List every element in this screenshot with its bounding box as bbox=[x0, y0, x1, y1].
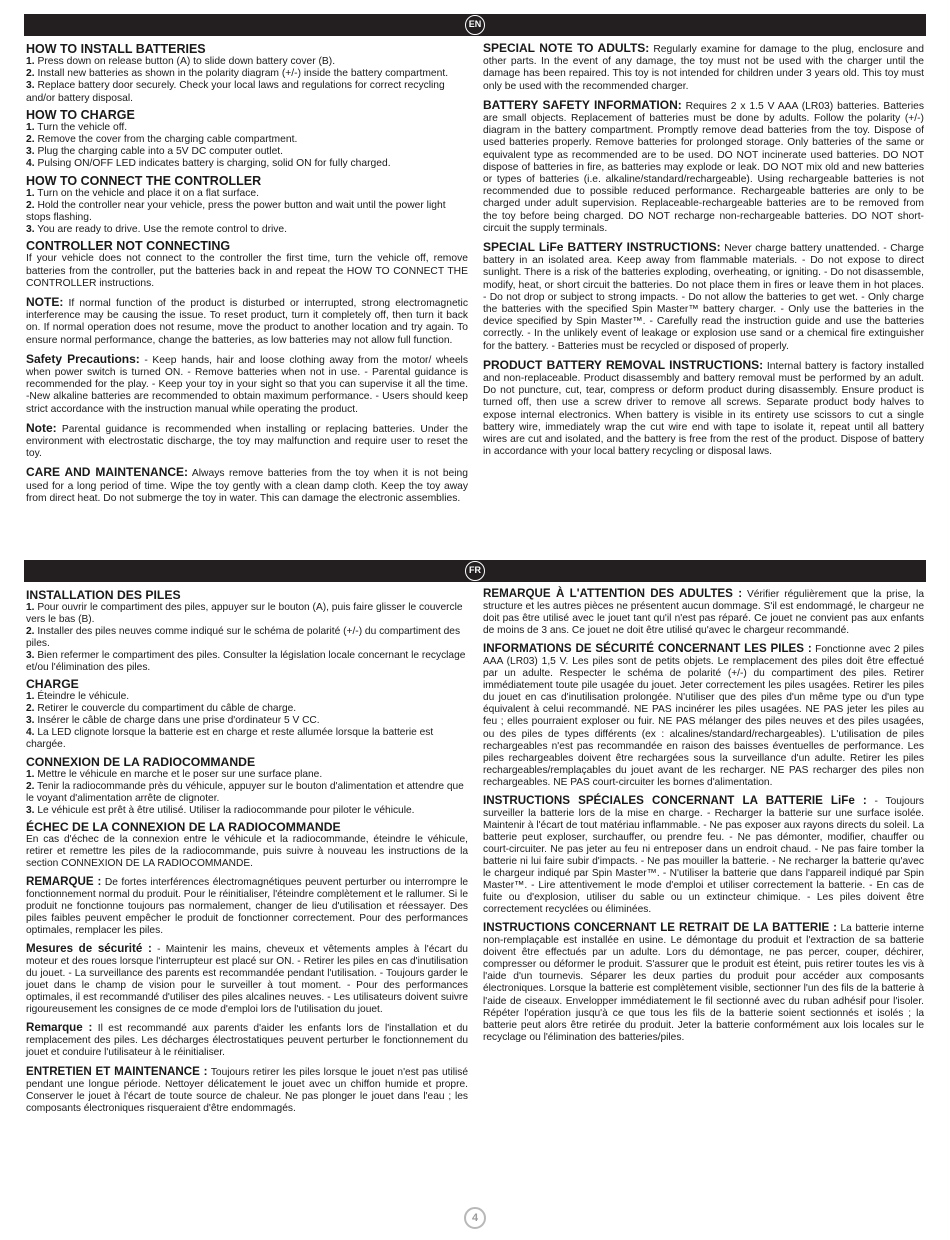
fr-charge-step-2: 2. Retirer le couvercle du compartiment du câble de charge. bbox=[26, 703, 297, 715]
fr-charge-heading: CHARGE bbox=[26, 677, 79, 692]
fr-care-paragraph: ENTRETIEN ET MAINTENANCE : Toujours retirer les piles lorsque le jouet n'est pas utilisé pendant une longue période. Nettoyer délicatement le jouet avec un chiffon humide et propre. Conserver le jouet à l'écart de toute source de chaleur. Ne pas plonger le jouet dans l'eau ; les composants électroniques risqueraient d'être endommagés. bbox=[26, 1064, 468, 1114]
fr-connect-heading: CONNEXION DE LA RADIOCOMMANDE bbox=[26, 754, 256, 769]
connect-step-3: 3. You are ready to drive. Use the remote control to drive. bbox=[26, 224, 288, 236]
install-step-2: 2. Install new batteries as shown in the polarity diagram (+/-) inside the battery compartment. bbox=[26, 68, 449, 80]
english-header-band bbox=[24, 14, 926, 36]
care-paragraph: CARE AND MAINTENANCE: Always remove batteries from the toy when it is not being used for a long period of time. Wipe the toy gently with a clean damp cloth. Keep the toy away from direct heat. Do not submerge the toy in water. This can damage the electronic assemblies. bbox=[26, 465, 469, 504]
fr-charge-step-4: 4. La LED clignote lorsque la batterie est en charge et reste allumée lorsque la batterie est chargée. bbox=[26, 727, 434, 751]
note-paragraph: NOTE: If normal function of the product is disturbed or interrupted, strong electromagnetic interference may be causing the issue. To reset product, turn it completely off, then turn it back on. If normal operation does not resume, move the product to another location and try again. To ensure normal performance, change the batteries, as low batteries may not allow full function. bbox=[26, 295, 468, 346]
battery-safety-paragraph: BATTERY SAFETY INFORMATION: Requires 2 x 1.5 V AAA (LR03) batteries. Batteries are small objects. Replacement of batteries must be done by adults. Follow the polarity (+/-) diagram in the battery compartment. Promptly remove dead batteries from the toy. Dispose of used batteries properly. Remove batteries for prolonged storage. Only batteries of the same or equivalent type as recommended are to be used. DO NOT incinerate used batteries. DO NOT dispose of batteries in fire, as batteries may explode or leak. DO NOT mix old and new batteries or types of batteries (i.e. alkaline/standard/rechargeable). Using rechargeable batteries is not recommended due to possible reduced performance. Rechargeable batteries are only to be charged under adult supervision. Replaceable-rechargeable batteries are to be removed from the toy before being charged. DO NOT recharge non-rechargeable batteries. DO NOT short-circuit the supply terminals. bbox=[483, 97, 924, 234]
not-connecting-heading: CONTROLLER NOT CONNECTING bbox=[26, 239, 231, 254]
safety-paragraph: Safety Precautions: - Keep hands, hair and loose clothing away from the motor/ wheels when power switch is turned ON. - Remove batteries when not in use. - Parental guidance is recommended for the play. - Keep your toy in your sight so that you can supervise it all the time. -New alkaline batteries are recommended to obtain maximum performance. - Users should keep strict accordance with the instruction manual while operating the product. bbox=[26, 351, 468, 415]
page-number: 4 bbox=[464, 1207, 486, 1229]
fr-life-battery-paragraph: INSTRUCTIONS SPÉCIALES CONCERNANT LA BATTERIE LiFe : - Toujours surveiller la batterie lors de la mise en charge. - Recharger la batterie sur une surface isolée. Maintenir à l'écart de tout matériau inflammable. - Ne pas exposer aux rayons directs du soleil. La batterie peut exploser, surchauffer, ou prendre feu. - Ne pas démonter, modifier, chauffer ou court-circuiter. Ne pas jeter au feu ni entreposer dans un endroit chaud. - Ne pas faire tomber la batterie ni lui faire subir d'impacts. - Ne pas mouiller la batterie. - Ne recharger la batterie qu'avec le chargeur indiqué par Spin Master™. - N'utiliser la batterie que dans l'appareil indiqué par Spin Master™. - Lire attentivement le mode d'emploi et utiliser correctement la batterie. - En cas de fuite ou d'explosion, utiliser du sable ou un extincteur chimique. - Les piles doivent être correctement recyclées ou éliminées. bbox=[483, 793, 924, 916]
connect-heading: HOW TO CONNECT THE CONTROLLER bbox=[26, 173, 262, 188]
english-left-column bbox=[26, 42, 468, 511]
parental-note-paragraph: Note: Parental guidance is recommended when installing or replacing batteries. Under the environment with electrostatic discharge, the toy may malfunction and require user to reset the toy. bbox=[26, 420, 468, 460]
language-badge-en: EN bbox=[465, 15, 485, 35]
fr-safety-paragraph: Mesures de sécurité : - Maintenir les mains, cheveux et vêtements amples à l'écart du moteur et des roues lorsque l'interrupteur est placé sur ON. - Retirer les piles en cas d'inutilisation du jouet. - La surveillance des parents est recommandée pendant l'utilisation. - Toujours garder le jouet dans le champ de vision pour le surveiller à tout moment. - Pour des performances optimales, il est recommandé d'utiliser des piles alcalines neuves. - Les utilisateurs doivent suivre rigoureusement les consignes de ce mode d'emploi lors de l'utilisation du jouet. bbox=[26, 942, 468, 1016]
charge-step-1: 1. Turn the vehicle off. bbox=[26, 121, 128, 133]
french-header-band bbox=[24, 560, 926, 582]
fr-parental-note-paragraph: Remarque : Il est recommandé aux parents d'aider les enfants lors de l'installation et du remplacement des piles. Les décharges électrostatiques peuvent perturber le fonctionnement du jouet et conduire l'utilisateur à le réinitialiser. bbox=[26, 1021, 468, 1059]
install-batteries-heading: HOW TO INSTALL BATTERIES bbox=[26, 42, 206, 56]
english-right-column bbox=[483, 42, 924, 465]
french-section bbox=[26, 588, 924, 1200]
fr-connect-step-1: 1. Mettre le véhicule en marche et le poser sur une surface plane. bbox=[26, 768, 323, 780]
fr-not-connecting-heading: ÉCHEC DE LA CONNEXION DE LA RADIOCOMMANDE bbox=[26, 819, 341, 834]
life-battery-paragraph: SPECIAL LiFe BATTERY INSTRUCTIONS: Never charge battery unattended. - Charge battery in an isolated area. Keep away from flammable materials. - Do not expose to direct sunlight. There is a risk of the batteries exploding, overheating, or igniting. - Do not disassemble, modify, heat, or short circuit the batteries. Do not place them in fires or leave them in hot places. - Do not drop or subject to strong impacts. - Do not allow the batteries to get wet. - Only charge the batteries with the specified Spin Master™ battery charger. - Only use the batteries in the device specified by Spin Master™. - Carefully read the instruction guide and use the batteries correctly. - In the unlikely event of leakage or explosion use sand or a chemical fire extinguisher for the battery. - Batteries must be recycled or disposed of properly. bbox=[483, 240, 924, 352]
charge-step-3: 3. Plug the charging cable into a 5V DC computer outlet. bbox=[26, 146, 284, 158]
fr-not-connecting-text: En cas d'échec de la connexion entre le véhicule et la radiocommande, éteindre le véhicule, retirer et remettre les piles de la radiocommande, puis suivre à nouveau les instructions de la section CONNEXION DE LA RADIOCOMMANDE. bbox=[26, 833, 468, 869]
french-left-column bbox=[26, 588, 468, 1121]
fr-install-step-1: 1. Pour ouvrir le compartiment des piles, appuyer sur le bouton (A), puis faire glisser le couvercle vers le bas (B). bbox=[26, 602, 463, 626]
language-badge-fr: FR bbox=[465, 561, 485, 581]
fr-connect-step-2: 2. Tenir la radiocommande près du véhicule, appuyer sur le bouton d'alimentation et attendre que le voyant d'alimentation arrête de clignoter. bbox=[26, 780, 464, 804]
fr-removal-paragraph: INSTRUCTIONS CONCERNANT LE RETRAIT DE LA BATTERIE : La batterie interne non-remplaçable est installée en usine. Le démontage du produit et l'extraction de sa batterie doivent être effectués par un adulte. Lors du démontage, ne pas percer, couper, déchirer, compresser ou déformer le produit. S'assurer que le produit est éteint, puis retirer toutes les vis à l'aide d'un tournevis. Séparer les deux parties du produit pour accéder aux composants électroniques. Lorsque la batterie est complètement visible, sectionner l'un des fils de la batterie à l'aide de ciseaux. Envelopper immédiatement le fil sectionné avec du ruban adhésif pour l'isoler. Répéter l'opération jusqu'à ce que tous les fils de la batterie soient sectionnés et isolés ; la batterie peut alors être retirée du produit. Jeter la batterie conformément aux lois locales sur le recyclage ou l'élimination des batteries/piles. bbox=[483, 921, 924, 1043]
fr-charge-step-1: 1. Éteindre le véhicule. bbox=[26, 691, 130, 703]
fr-install-step-2: 2. Installer des piles neuves comme indiqué sur le schéma de polarité (+/-) du compartiment des piles. bbox=[26, 626, 461, 650]
english-section bbox=[26, 42, 924, 562]
fr-adults-paragraph: REMARQUE À L'ATTENTION DES ADULTES : Vérifier régulièrement que la prise, la structure et les autres pièces ne présentent aucun dommage. S'il est endommagé, le chargeur ne doit pas être utilisé avec le jouet tant qu'il n'est pas réparé. Ce jouet ne convient pas aux enfants de moins de 3 ans. Ce jouet ne doit être utilisé qu'avec le chargeur recommandé. bbox=[483, 587, 924, 637]
charge-step-4: 4. Pulsing ON/OFF LED indicates battery is charging, solid ON for fully charged. bbox=[26, 158, 391, 170]
install-step-3: 3. Replace battery door securely. Check your local laws and regulations for correct recycling and/or battery disposal. bbox=[26, 80, 445, 104]
connect-step-1: 1. Turn on the vehicle and place it on a flat surface. bbox=[26, 187, 259, 199]
fr-connect-step-3: 3. Le véhicule est prêt à être utilisé. Utiliser la radiocommande pour piloter le véhicule. bbox=[26, 804, 415, 816]
french-right-column bbox=[483, 588, 924, 1050]
charge-step-2: 2. Remove the cover from the charging cable compartment. bbox=[26, 134, 298, 146]
charge-heading: HOW TO CHARGE bbox=[26, 107, 135, 122]
connect-step-2: 2. Hold the controller near your vehicle, press the power button and wait until the power light stops flashing. bbox=[26, 199, 446, 224]
fr-battery-safety-paragraph: INFORMATIONS DE SÉCURITÉ CONCERNANT LES PILES : Fonctionne avec 2 piles AAA (LR03) 1,5 V. Les piles sont de petits objets. Le remplacement des piles doit être effectué par un adulte. Respecter le schéma de polarité (+/-) du compartiment des piles. Retirer immédiatement toute pile usagée du jouet. Jeter correctement les piles usagées. Retirer les piles du jouet en cas d'inutilisation prolongée. N'utiliser que des piles d'un même type ou d'un type équivalent à celui recommandé. NE PAS incinérer les piles usagées. NE PAS jeter les piles au feu ; elles pourraient exploser ou fuir. NE PAS mélanger des piles neuves et des piles usagées, ou des piles de types différents (ex : alcalines/standard/rechargeables). L'utilisation de piles rechargeables n'est pas recommandée en raison des baisses éventuelles de performance. Les piles rechargeables doivent être rechargées sous la surveillance d'un adulte. Retirer les piles rechargeables/remplaçables du jouet avant de les recharger. NE PAS recharger des piles non rechargeables. NE PAS court-circuiter les bornes d'alimentation. bbox=[483, 642, 924, 788]
adults-paragraph: SPECIAL NOTE TO ADULTS: Regularly examine for damage to the plug, enclosure and other parts. In the event of any damage, the toy must not be used with the charger until the damage has been repaired. This toy is not intended for children under 3 years old. This toy must only be used with the recommended charger. bbox=[483, 41, 924, 92]
fr-install-heading: INSTALLATION DES PILES bbox=[26, 588, 181, 602]
install-step-1: 1. Press down on release button (A) to slide down battery cover (B). bbox=[26, 56, 336, 67]
fr-note-paragraph: REMARQUE : De fortes interférences électromagnétiques peuvent perturber ou interrompre le fonctionnement normal du produit. Pour le réinitialiser, l'éteindre complètement et le rallumer. Si le produit ne fonctionne toujours pas normalement, changer de lieu d'utilisation et réessayer. Des piles faibles peuvent empêcher le produit de fonctionner correctement. Pour des performances optimales, remplacer les piles. bbox=[26, 874, 468, 937]
removal-paragraph: PRODUCT BATTERY REMOVAL INSTRUCTIONS: Internal battery is factory installed and non-replaceable. Product disassembly and battery removal must be performed by an adult. Do not puncture, cut, tear, compress or deform product during disassembly. Ensure product is turned off, then use a screw driver to remove all screws. Separate product body halves to expose internal electronics. When battery is visible in its entirety use scissors to cut a single battery wire, immediately wrap the cut wire end with tape to isolate it, repeat until all battery wires are cut and isolated, and the battery is free from the rest of the product. Dispose of battery in accordance with your local battery recycling or disposal laws. bbox=[483, 357, 924, 458]
fr-charge-step-3: 3. Insérer le câble de charge dans une prise d'ordinateur 5 V CC. bbox=[26, 715, 320, 727]
not-connecting-text: If your vehicle does not connect to the controller the first time, turn the vehicle off, remove batteries from the controller, put the batteries back in and repeat the HOW TO CONNECT THE CONTROLLER instructions. bbox=[26, 253, 468, 289]
fr-install-step-3: 3. Bien refermer le compartiment des piles. Consulter la législation locale concernant le recyclage et/ou l'élimination des piles. bbox=[26, 650, 466, 674]
